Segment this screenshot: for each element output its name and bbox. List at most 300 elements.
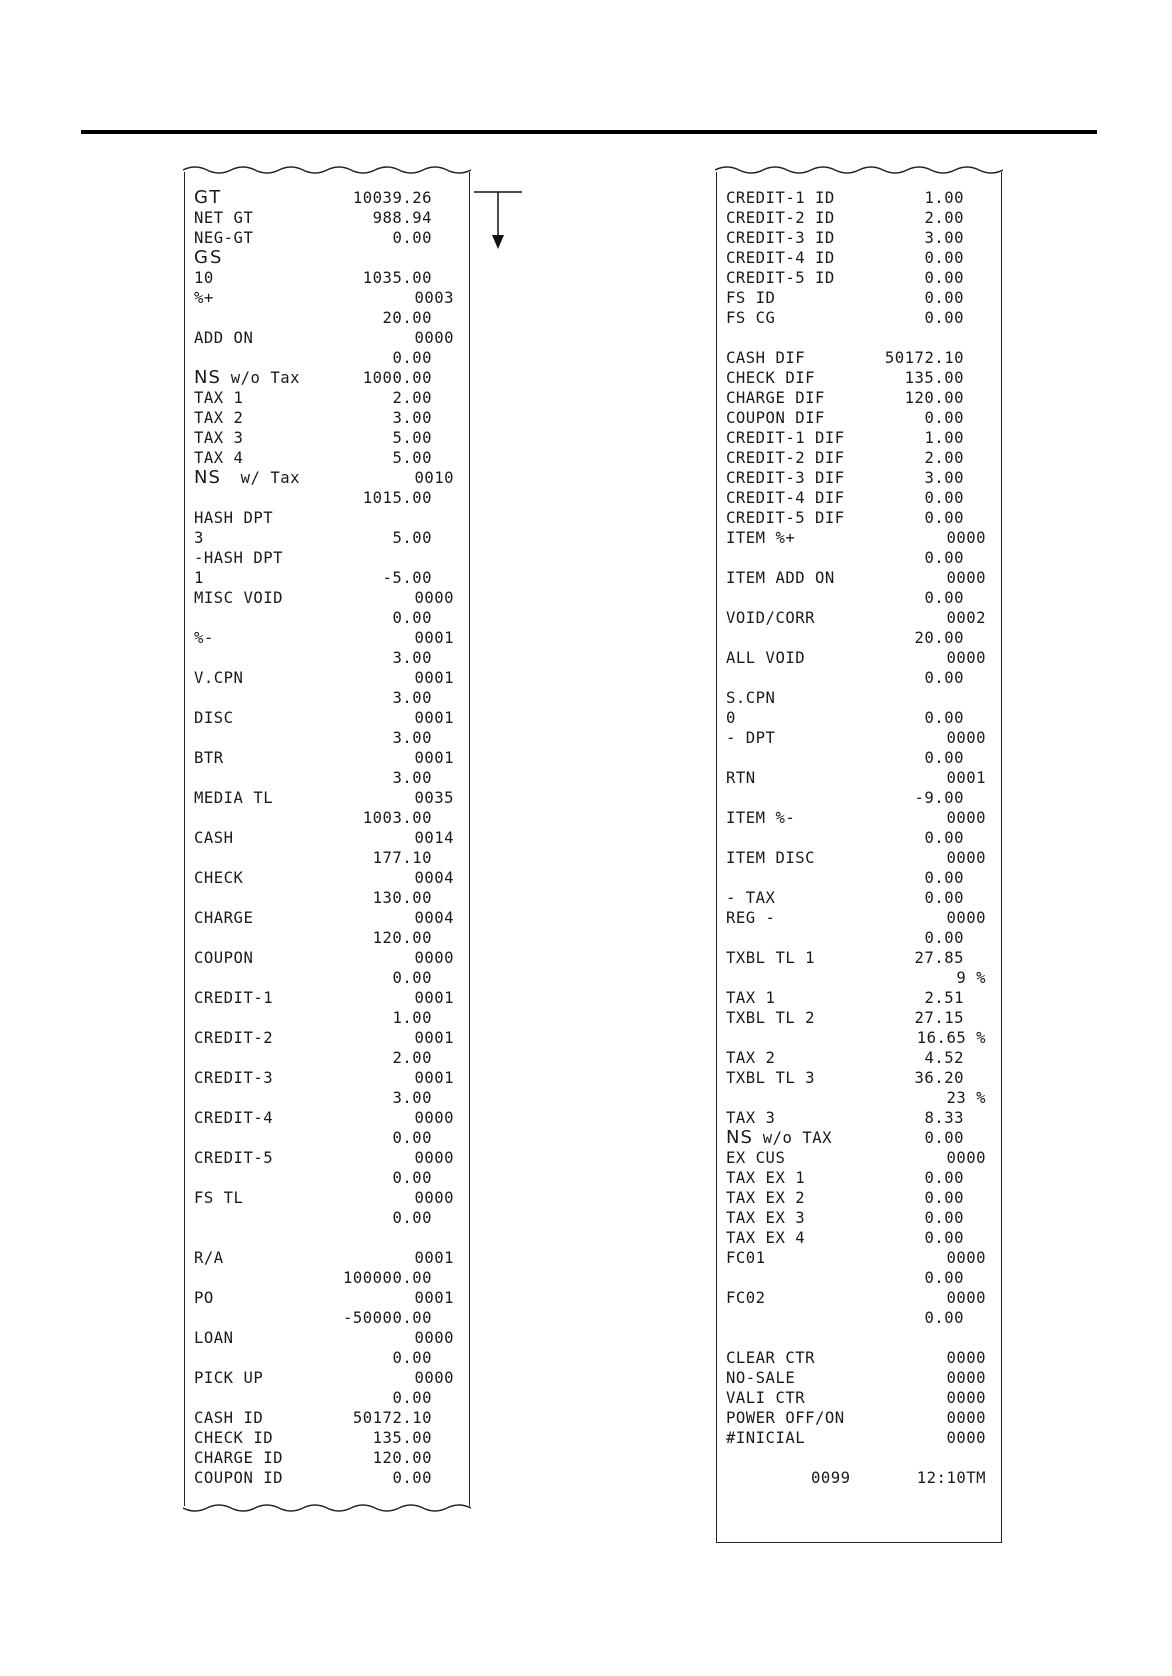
- line-value: 3.00: [392, 1089, 432, 1107]
- receipt-line: [726, 1328, 992, 1348]
- line-value: 0.00: [392, 1469, 432, 1487]
- line-label: ADD ON: [194, 329, 254, 347]
- line-label: - TAX: [726, 889, 776, 907]
- line-value: 0000: [946, 849, 986, 867]
- receipt-line: [726, 548, 992, 568]
- line-value: 36.20: [914, 1069, 964, 1087]
- receipt-line: [726, 708, 992, 728]
- line-value: 0000: [414, 1109, 454, 1127]
- receipt-line: [194, 768, 460, 788]
- line-label: REG -: [726, 909, 776, 927]
- receipt-line: [194, 888, 460, 908]
- line-value: 120.00: [372, 929, 432, 947]
- line-value: 0.00: [392, 349, 432, 367]
- torn-edge-top-left: [183, 164, 471, 176]
- receipt-line: [726, 1408, 992, 1428]
- receipt-line: [194, 1068, 460, 1088]
- line-label: ITEM ADD ON: [726, 569, 835, 587]
- line-value: 0.00: [924, 289, 964, 307]
- line-label: TAX 1: [726, 989, 776, 1007]
- line-label: MEDIA TL: [194, 789, 274, 807]
- line-value: 5.00: [392, 449, 432, 467]
- line-value: 0001: [414, 669, 454, 687]
- receipt-line: [726, 468, 992, 488]
- receipt-line: [726, 528, 992, 548]
- line-label: TXBL TL 1: [726, 949, 815, 967]
- receipt-line: [726, 1188, 992, 1208]
- line-value: -9.00: [914, 789, 964, 807]
- line-value: 0000: [946, 1149, 986, 1167]
- line-label: NEG-GT: [194, 229, 254, 247]
- line-label: TAX 4: [194, 449, 244, 467]
- receipt-line: [726, 1468, 992, 1488]
- receipt-line: [194, 1308, 460, 1328]
- line-label: 10: [194, 269, 214, 287]
- line-label: #INICIAL: [726, 1429, 806, 1447]
- receipt-line: [194, 1148, 460, 1168]
- line-value: 4.52: [924, 1049, 964, 1067]
- line-value: 988.94: [372, 209, 432, 227]
- line-value: 0000: [414, 949, 454, 967]
- receipt-line: [194, 1028, 460, 1048]
- receipt-line: [726, 848, 992, 868]
- line-value: 0.00: [924, 509, 964, 527]
- line-label: NO-SALE: [726, 1369, 796, 1387]
- line-value: 0.00: [924, 249, 964, 267]
- line-value: 0001: [414, 629, 454, 647]
- line-value: 1.00: [924, 189, 964, 207]
- line-label: FS TL: [194, 1189, 244, 1207]
- line-label: COUPON DIF: [726, 409, 825, 427]
- receipt-line: [726, 748, 992, 768]
- line-value: 100000.00: [343, 1269, 432, 1287]
- line-label: V.CPN: [194, 669, 244, 687]
- receipt-line: [726, 568, 992, 588]
- line-value: 1035.00: [362, 269, 432, 287]
- line-label-suffix: w/o TAX: [752, 1129, 832, 1147]
- receipt-line: [726, 488, 992, 508]
- line-value: 20.00: [382, 309, 432, 327]
- line-label: RTN: [726, 769, 756, 787]
- receipt-line: [194, 588, 460, 608]
- line-label: TAX 1: [194, 389, 244, 407]
- line-label: DISC: [194, 709, 234, 727]
- line-label: HASH DPT: [194, 509, 274, 527]
- line-label: 0: [726, 709, 736, 727]
- line-label: CREDIT-4: [194, 1109, 274, 1127]
- receipt-line: [726, 1108, 992, 1128]
- receipt-line: [726, 988, 992, 1008]
- line-value: 0000: [414, 1369, 454, 1387]
- line-label: CREDIT-2 DIF: [726, 449, 845, 467]
- line-value: 50172.10: [884, 349, 964, 367]
- line-label: FS ID: [726, 289, 776, 307]
- line-value: 0000: [946, 729, 986, 747]
- line-value: 0.00: [392, 609, 432, 627]
- line-label-prefix: NS: [194, 467, 221, 488]
- receipt-line: [726, 808, 992, 828]
- receipt-line: [194, 788, 460, 808]
- line-value: 0.00: [392, 1389, 432, 1407]
- line-value: 0.00: [924, 1309, 964, 1327]
- receipt-line: [726, 1128, 992, 1148]
- line-value: 2.00: [392, 389, 432, 407]
- line-label: LOAN: [194, 1329, 234, 1347]
- receipt-line: [726, 1288, 992, 1308]
- receipt-line: [726, 868, 992, 888]
- receipt-line: [726, 688, 992, 708]
- line-value: 0.00: [924, 889, 964, 907]
- line-value: 2.51: [924, 989, 964, 1007]
- receipt-line: [726, 1008, 992, 1028]
- line-value: 0002: [946, 609, 986, 627]
- line-label: CREDIT-1 ID: [726, 189, 835, 207]
- line-label: %+: [194, 289, 214, 307]
- receipt-line: [194, 508, 460, 528]
- line-label: PO: [194, 1289, 214, 1307]
- line-label: TAX EX 1: [726, 1169, 806, 1187]
- receipt-line: [194, 968, 460, 988]
- line-value: 27.85: [914, 949, 964, 967]
- line-value: 20.00: [914, 629, 964, 647]
- line-label: TAX EX 3: [726, 1209, 806, 1227]
- line-value: 1015.00: [362, 489, 432, 507]
- line-label: CHARGE DIF: [726, 389, 825, 407]
- receipt-line: [726, 668, 992, 688]
- receipt-line: [726, 428, 992, 448]
- line-label: ALL VOID: [726, 649, 806, 667]
- receipt-line: [726, 828, 992, 848]
- line-label: VALI CTR: [726, 1389, 806, 1407]
- receipt-line: [194, 1388, 460, 1408]
- receipt-line: [194, 448, 460, 468]
- receipt-line: [726, 1268, 992, 1288]
- receipt-line: [194, 648, 460, 668]
- line-label-suffix: w/ Tax: [220, 469, 300, 487]
- line-value: 0.00: [924, 929, 964, 947]
- receipt-line: [194, 388, 460, 408]
- receipt-line: [194, 1048, 460, 1068]
- line-label: TAX 2: [194, 409, 244, 427]
- line-value: 0000: [946, 1289, 986, 1307]
- line-value: 0.00: [924, 409, 964, 427]
- receipt-line: [194, 1188, 460, 1208]
- line-label: CREDIT-3 DIF: [726, 469, 845, 487]
- receipt-line: [194, 1168, 460, 1188]
- line-value: 0.00: [924, 489, 964, 507]
- line-label: NET GT: [194, 209, 254, 227]
- line-value: 0.00: [924, 1189, 964, 1207]
- line-value: -5.00: [382, 569, 432, 587]
- line-value: 0000: [414, 1189, 454, 1207]
- line-value: 0.00: [392, 1129, 432, 1147]
- receipt-line: [726, 1368, 992, 1388]
- line-value: 9 %: [956, 969, 986, 987]
- line-value: 0.00: [924, 1269, 964, 1287]
- line-label: CREDIT-2 ID: [726, 209, 835, 227]
- line-value: 8.33: [924, 1109, 964, 1127]
- line-value: 0.00: [924, 869, 964, 887]
- line-value: 3.00: [392, 649, 432, 667]
- line-value: 0010: [414, 469, 454, 487]
- line-label: FS CG: [726, 309, 776, 327]
- receipt-right: [716, 172, 1002, 1543]
- line-label-prefix: NS: [194, 367, 221, 388]
- line-label: TAX 3: [194, 429, 244, 447]
- line-value: 0000: [946, 529, 986, 547]
- receipt-left-lines: [194, 188, 460, 1488]
- receipt-line: [726, 628, 992, 648]
- line-value: 0.00: [392, 969, 432, 987]
- line-label: VOID/CORR: [726, 609, 815, 627]
- line-label: CLEAR CTR: [726, 1349, 815, 1367]
- line-value: 27.15: [914, 1009, 964, 1027]
- print-time: 12:10TM: [916, 1469, 986, 1487]
- line-value: 3.00: [392, 409, 432, 427]
- receipt-line: [194, 368, 460, 388]
- line-value: 0000: [946, 1429, 986, 1447]
- line-value: 0035: [414, 789, 454, 807]
- line-label: PICK UP: [194, 1369, 264, 1387]
- line-value: 0000: [946, 1409, 986, 1427]
- line-label: TAX EX 2: [726, 1189, 806, 1207]
- receipt-line: [726, 1208, 992, 1228]
- receipt-line: [194, 1448, 460, 1468]
- receipt-line: [726, 1228, 992, 1248]
- line-label: - DPT: [726, 729, 776, 747]
- line-value: 0000: [946, 809, 986, 827]
- line-label: MISC VOID: [194, 589, 283, 607]
- receipt-line: [194, 268, 460, 288]
- line-label: TXBL TL 3: [726, 1069, 815, 1087]
- receipt-line: [726, 248, 992, 268]
- receipt-line: [194, 828, 460, 848]
- line-value: 0.00: [924, 1229, 964, 1247]
- receipt-line: [194, 568, 460, 588]
- line-value: 23 %: [946, 1089, 986, 1107]
- line-value: 0001: [946, 769, 986, 787]
- receipt-line: [194, 328, 460, 348]
- line-label: CREDIT-2: [194, 1029, 274, 1047]
- line-value: 0.00: [924, 709, 964, 727]
- receipt-line: [194, 408, 460, 428]
- line-label: CREDIT-5 ID: [726, 269, 835, 287]
- receipt-line: [194, 1268, 460, 1288]
- receipt-line: [194, 1468, 460, 1488]
- line-label: COUPON ID: [194, 1469, 283, 1487]
- receipt-line: [194, 1008, 460, 1028]
- receipt-line: [726, 608, 992, 628]
- line-value: 0000: [946, 569, 986, 587]
- line-label: %-: [194, 629, 214, 647]
- line-label: CREDIT-5: [194, 1149, 274, 1167]
- receipt-line: [726, 408, 992, 428]
- line-value: 0001: [414, 1249, 454, 1267]
- receipt-line: [194, 1288, 460, 1308]
- torn-edge-top-right: [715, 164, 1003, 176]
- line-value: 2.00: [924, 209, 964, 227]
- receipt-line: [726, 208, 992, 228]
- receipt-line: [194, 668, 460, 688]
- line-value: 0001: [414, 749, 454, 767]
- line-value: 0.00: [924, 1169, 964, 1187]
- receipt-line: [194, 1248, 460, 1268]
- line-value: 0.00: [392, 1209, 432, 1227]
- line-label: GS: [194, 247, 224, 268]
- receipt-line: [194, 248, 460, 268]
- receipt-line: [194, 748, 460, 768]
- line-label: -HASH DPT: [194, 549, 283, 567]
- line-label: FC02: [726, 1289, 766, 1307]
- receipt-line: [726, 588, 992, 608]
- receipt-line: [726, 1248, 992, 1268]
- line-value: 3.00: [924, 469, 964, 487]
- line-value: 0000: [946, 649, 986, 667]
- receipt-line: [726, 1308, 992, 1328]
- receipt-line: [194, 1328, 460, 1348]
- receipt-line: [194, 908, 460, 928]
- line-value: 1.00: [924, 429, 964, 447]
- line-label: CREDIT-3 ID: [726, 229, 835, 247]
- receipt-line: [194, 948, 460, 968]
- header-rule: [81, 130, 1097, 134]
- line-value: 50172.10: [352, 1409, 432, 1427]
- line-label: CHECK DIF: [726, 369, 815, 387]
- line-value: 0.00: [392, 1169, 432, 1187]
- line-value: 0.00: [924, 549, 964, 567]
- receipt-line: [194, 348, 460, 368]
- receipt-line: [194, 608, 460, 628]
- receipt-line: [726, 1048, 992, 1068]
- line-label: CASH DIF: [726, 349, 806, 367]
- receipt-line: [194, 228, 460, 248]
- line-value: 10039.26: [352, 189, 432, 207]
- receipt-line: [726, 908, 992, 928]
- line-value: 135.00: [904, 369, 964, 387]
- line-value: -50000.00: [343, 1309, 432, 1327]
- consecutive-number: 0099: [811, 1469, 851, 1487]
- line-value: 0000: [946, 1249, 986, 1267]
- line-value: 0.00: [924, 1209, 964, 1227]
- line-label: EX CUS: [726, 1149, 786, 1167]
- line-label: CREDIT-5 DIF: [726, 509, 845, 527]
- line-value: 0.00: [924, 309, 964, 327]
- line-value: 0000: [414, 1149, 454, 1167]
- receipt-line: [194, 808, 460, 828]
- line-value: 0000: [414, 589, 454, 607]
- line-label: TXBL TL 2: [726, 1009, 815, 1027]
- receipt-left: [184, 172, 470, 1506]
- line-value: 0004: [414, 909, 454, 927]
- receipt-line: [194, 1108, 460, 1128]
- receipt-line: [726, 968, 992, 988]
- line-value: 5.00: [392, 529, 432, 547]
- receipt-line: [194, 308, 460, 328]
- line-label: TAX 3: [726, 1109, 776, 1127]
- line-label: CREDIT-1: [194, 989, 274, 1007]
- line-value: 3.00: [392, 729, 432, 747]
- line-label: TAX EX 4: [726, 1229, 806, 1247]
- line-label: CHARGE ID: [194, 1449, 283, 1467]
- receipt-line: [194, 708, 460, 728]
- line-label: ITEM %+: [726, 529, 796, 547]
- receipt-line: [194, 848, 460, 868]
- line-value: 0.00: [924, 749, 964, 767]
- receipt-line: [194, 868, 460, 888]
- line-label: CASH: [194, 829, 234, 847]
- receipt-line: [726, 1448, 992, 1468]
- line-value: 0004: [414, 869, 454, 887]
- line-value: 0.00: [924, 1129, 964, 1147]
- line-label: CASH ID: [194, 1409, 264, 1427]
- line-label: POWER OFF/ON: [726, 1409, 845, 1427]
- line-value: 2.00: [924, 449, 964, 467]
- line-label: CHECK: [194, 869, 244, 887]
- line-label: [194, 468, 300, 488]
- receipt-line: [726, 1168, 992, 1188]
- line-value: 0001: [414, 1069, 454, 1087]
- line-value: 0001: [414, 989, 454, 1007]
- receipt-line: [726, 368, 992, 388]
- receipt-line: [194, 428, 460, 448]
- line-label: COUPON: [194, 949, 254, 967]
- receipt-line: [726, 768, 992, 788]
- line-value: 3.00: [924, 229, 964, 247]
- line-value: 0000: [414, 1329, 454, 1347]
- receipt-line: [194, 1368, 460, 1388]
- line-value: 1003.00: [362, 809, 432, 827]
- receipt-line: [194, 928, 460, 948]
- line-value: 120.00: [372, 1449, 432, 1467]
- receipt-line: [726, 728, 992, 748]
- receipt-line: [194, 188, 460, 208]
- receipt-line: [194, 1088, 460, 1108]
- receipt-line: [726, 228, 992, 248]
- line-value: 130.00: [372, 889, 432, 907]
- receipt-line: [194, 288, 460, 308]
- receipt-line: [726, 328, 992, 348]
- torn-edge-bottom-left: [183, 1502, 471, 1514]
- receipt-line: [194, 528, 460, 548]
- line-label: 1: [194, 569, 204, 587]
- line-label: CHARGE: [194, 909, 254, 927]
- receipt-line: [726, 1348, 992, 1368]
- line-value: 0.00: [392, 229, 432, 247]
- line-value: 0000: [946, 1389, 986, 1407]
- line-label: 3: [194, 529, 204, 547]
- line-value: 0.00: [924, 669, 964, 687]
- line-value: 177.10: [372, 849, 432, 867]
- receipt-line: [194, 468, 460, 488]
- receipt-line: [194, 688, 460, 708]
- receipt-line: [194, 1408, 460, 1428]
- receipt-line: [726, 1068, 992, 1088]
- line-value: 0.00: [924, 829, 964, 847]
- line-value: 2.00: [392, 1049, 432, 1067]
- receipt-line: [194, 548, 460, 568]
- receipt-line: [194, 728, 460, 748]
- line-value: 0001: [414, 709, 454, 727]
- receipt-line: [726, 388, 992, 408]
- line-value: 0001: [414, 1289, 454, 1307]
- line-label: CREDIT-3: [194, 1069, 274, 1087]
- line-label: R/A: [194, 1249, 224, 1267]
- receipt-line: [726, 788, 992, 808]
- receipt-line: [194, 1128, 460, 1148]
- line-label: [194, 368, 300, 388]
- line-value: 120.00: [904, 389, 964, 407]
- receipt-line: [194, 1428, 460, 1448]
